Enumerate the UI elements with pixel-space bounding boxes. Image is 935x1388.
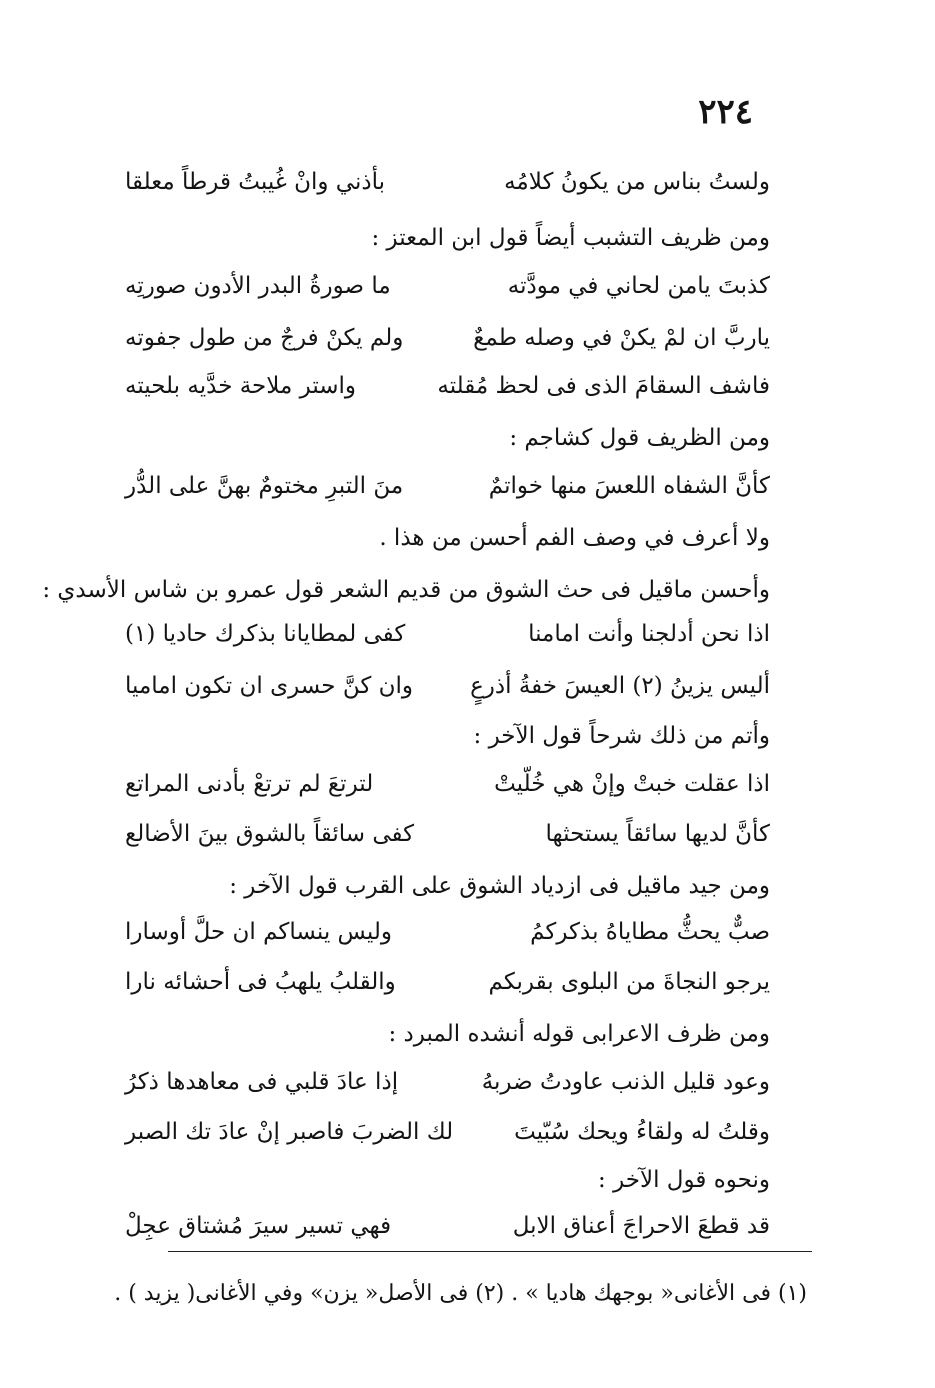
verse-second-hemistich: فهي تسير سيرَ مُشتاق عجِلْ <box>125 1213 392 1239</box>
verse-second-hemistich: والقلبُ يلهبُ فى أحشائه نارا <box>125 969 396 995</box>
verse-second-hemistich: ولم يكنْ فرجٌ من طول جفوته <box>125 325 404 351</box>
prose-line: وأحسن ماقيل فى حث الشوق من قديم الشعر قول عمرو بن شاس الأسدي : <box>42 577 770 603</box>
verse-second-hemistich: منَ التبرِ مختومٌ بهنَّ على الدُّر <box>125 473 404 499</box>
prose-line: ومن الظريف قول كشاجم : <box>509 425 770 451</box>
verse-second-hemistich: لترتعَ لم ترتعْ بأدنى المراتع <box>125 771 374 797</box>
verse-first-hemistich: كذبتَ يامن لحاني في مودَّته <box>507 273 770 299</box>
verse-line <box>125 912 770 952</box>
page-number: ٢٢٤ <box>698 92 753 132</box>
verse-second-hemistich: وليس ينساكم ان حلَّ أوسارا <box>125 919 392 945</box>
verse-second-hemistich: واستر ملاحة خدَّيه بلحيته <box>125 373 357 399</box>
verse-first-hemistich: كأنَّ لديها سائقاً يستحثها <box>545 821 770 847</box>
verse-second-hemistich: كفى سائقاً بالشوق بينَ الأضالع <box>125 821 415 847</box>
prose-line: ومن ظريف التشبب أيضاً قول ابن المعتز : <box>371 225 770 251</box>
verse-first-hemistich: ياربَّ ان لمْ يكنْ في وصله طمعٌ <box>473 325 770 351</box>
verse-second-hemistich: إذا عادَ قلبي فى معاهدها ذكرُ <box>125 1069 399 1095</box>
verse-first-hemistich: كأنَّ الشفاه اللعسَ منها خواتمٌ <box>488 473 770 499</box>
verse-first-hemistich: صبٌّ يحثُّ مطاياهُ بذكركمُ <box>530 919 770 945</box>
verse-second-hemistich: لك الضربَ فاصبر إنْ عادَ تك الصبر <box>125 1119 454 1145</box>
verse-line <box>125 666 770 706</box>
verse-line <box>125 1112 770 1152</box>
verse-first-hemistich: يرجو النجاةَ من البلوى بقربكم <box>488 969 770 995</box>
verse-first-hemistich: اذا نحن أدلجنا وأنت امامنا <box>528 621 770 647</box>
prose-line: ونحوه قول الآخر : <box>598 1167 770 1193</box>
verse-first-hemistich: ولستُ بناس من يكونُ كلامُه <box>504 169 770 195</box>
verse-line <box>125 814 770 854</box>
verse-first-hemistich: أليس يزينُ (٢) العيسَ خفةُ أذرعٍ <box>470 673 770 699</box>
verse-first-hemistich: وعود قليل الذنب عاودتُ ضربهُ <box>481 1069 770 1095</box>
verse-line <box>125 764 770 804</box>
verse-line <box>125 318 770 358</box>
verse-first-hemistich: اذا عقلت خبتْ وإنْ هي خُلّيتْ <box>494 771 770 797</box>
verse-line <box>125 162 770 202</box>
verse-line <box>125 1206 770 1246</box>
prose-line: ومن جيد ماقيل فى ازدياد الشوق على القرب قول الآخر : <box>229 873 770 899</box>
footnote-divider <box>168 1251 812 1252</box>
verse-second-hemistich: بأذني وانْ غُيبتُ قرطاً معلقا <box>125 169 386 195</box>
verse-line <box>125 266 770 306</box>
prose-line: ولا أعرف في وصف الفم أحسن من هذا . <box>379 525 770 551</box>
prose-line: وأتم من ذلك شرحاً قول الآخر : <box>473 723 770 749</box>
verse-line <box>125 614 770 654</box>
verse-second-hemistich: ما صورةُ البدر الأدون صورتِه <box>125 273 391 299</box>
verse-second-hemistich: وان كنَّ حسرى ان تكون اماميا <box>125 673 413 699</box>
verse-first-hemistich: وقلتُ له ولقاءُ ويحك سُبّيتَ <box>514 1119 770 1145</box>
verse-first-hemistich: قد قطعَ الاحراجَ أعناق الابل <box>512 1213 770 1239</box>
prose-line: ومن ظرف الاعرابى قوله أنشده المبرد : <box>388 1021 770 1047</box>
verse-line <box>125 366 770 406</box>
verse-second-hemistich: كفى لمطايانا بذكرك حاديا (١) <box>125 621 406 647</box>
verse-line <box>125 466 770 506</box>
verse-line <box>125 962 770 1002</box>
verse-line <box>125 1062 770 1102</box>
footnote: (١) فى الأغانى« بوجهك هاديا » . (٢) فى الأصل« يزن» وفي الأغانى( يزيد ) . <box>114 1281 807 1306</box>
verse-first-hemistich: فاشف السقامَ الذى فى لحظ مُقلته <box>437 373 770 399</box>
